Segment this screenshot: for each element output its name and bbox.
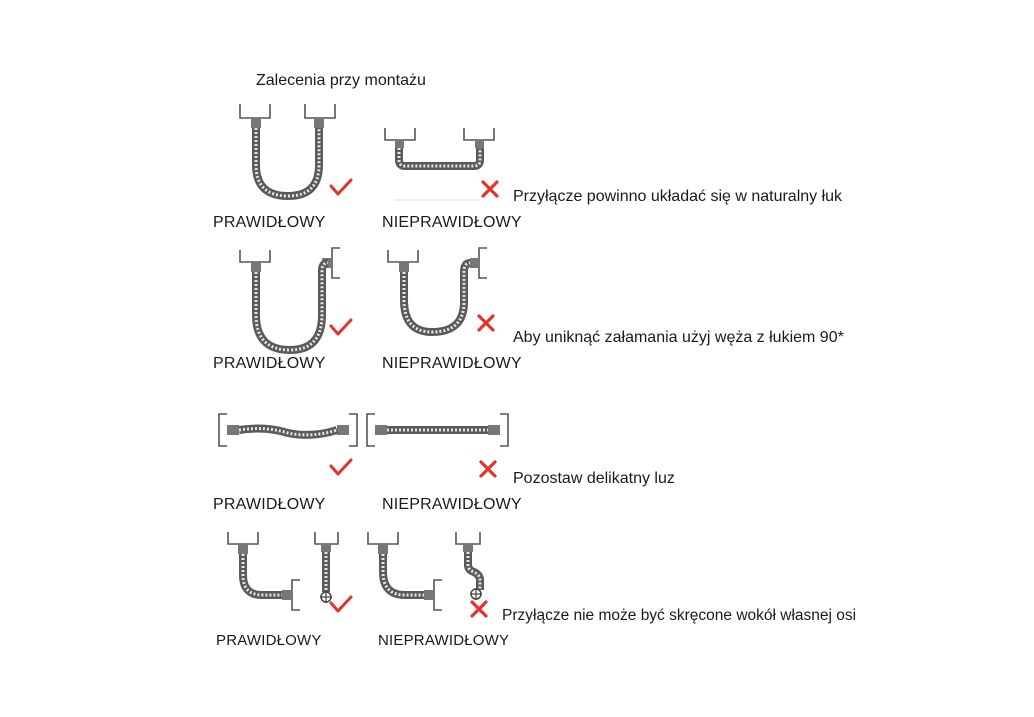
- row2-correct-figure: [240, 248, 340, 350]
- cross-icon: [479, 316, 493, 330]
- row-note: Pozostaw delikatny luz: [513, 470, 675, 487]
- correct-label: PRAWIDŁOWY: [213, 496, 326, 513]
- incorrect-label: NIEPRAWIDŁOWY: [382, 355, 522, 372]
- row-note: Aby uniknąć załamania użyj węża z łukiem 90*: [513, 329, 844, 346]
- incorrect-label: NIEPRAWIDŁOWY: [382, 496, 522, 513]
- row3-incorrect-figure: [367, 414, 508, 446]
- row2-incorrect-figure: [388, 248, 487, 332]
- correct-label: PRAWIDŁOWY: [216, 632, 322, 649]
- row1-incorrect-figure: [385, 128, 494, 200]
- row-note: Przyłącze nie może być skręcone wokół własnej osi: [502, 607, 857, 624]
- cross-icon: [481, 462, 495, 476]
- page-title: Zalecenia przy montażu: [256, 72, 426, 89]
- row-note: Przyłącze powinno układać się w naturalny łuk: [513, 188, 843, 205]
- row4-incorrect-figure: [368, 532, 482, 610]
- check-icon: [331, 180, 351, 194]
- check-icon: [331, 320, 351, 334]
- check-icon: [331, 597, 351, 611]
- incorrect-label: NIEPRAWIDŁOWY: [382, 214, 522, 231]
- incorrect-label: NIEPRAWIDŁOWY: [378, 632, 510, 649]
- cross-icon: [472, 602, 486, 616]
- correct-label: PRAWIDŁOWY: [213, 355, 326, 372]
- row4-correct-figure: [228, 532, 338, 610]
- correct-label: PRAWIDŁOWY: [213, 214, 326, 231]
- cross-icon: [483, 182, 497, 196]
- check-icon: [331, 460, 351, 474]
- row3-correct-figure: [219, 414, 357, 446]
- row1-correct-figure: [240, 104, 335, 196]
